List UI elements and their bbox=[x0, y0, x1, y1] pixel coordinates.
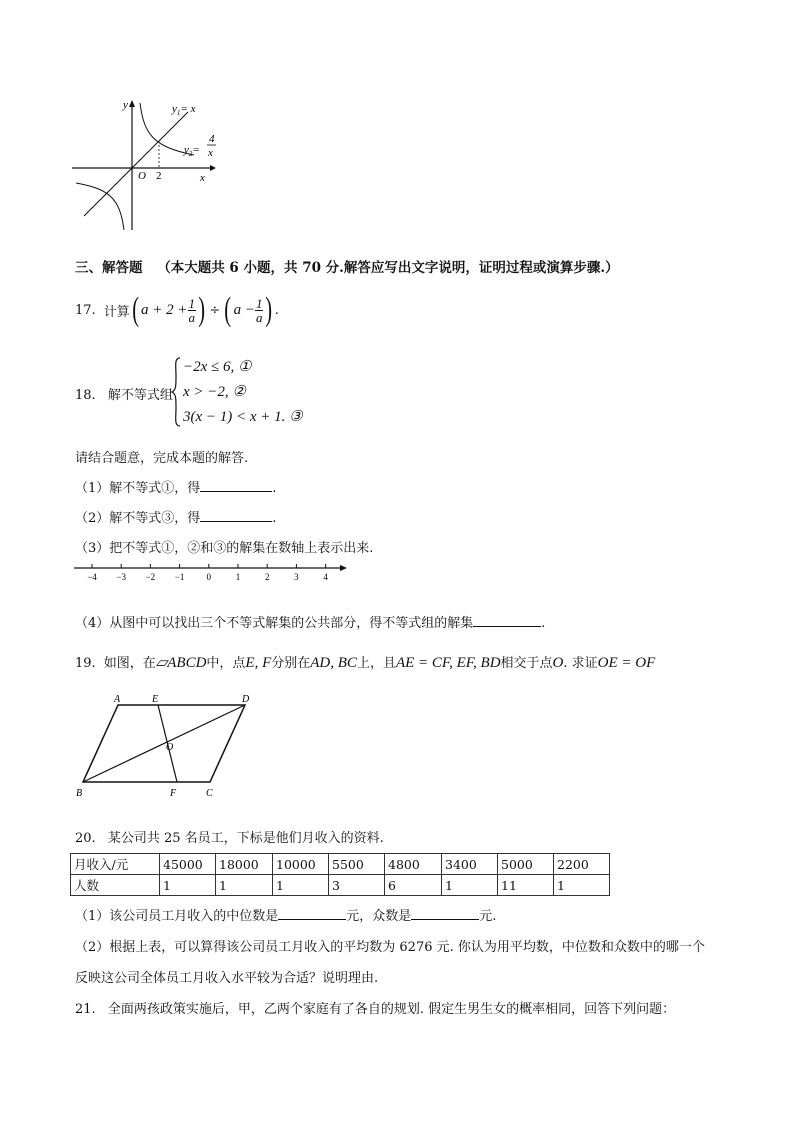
q19-text-3: 分别在 bbox=[271, 656, 311, 671]
table-cell: 1 bbox=[216, 875, 273, 896]
q17-fraction-2 bbox=[255, 297, 264, 324]
y1-expression: = x bbox=[180, 103, 196, 115]
table-cell: 月收入/元 bbox=[71, 854, 160, 875]
q17-divide: ÷ bbox=[209, 302, 221, 318]
q20-number: 20. bbox=[75, 831, 96, 846]
q17-paren-close-1: ) bbox=[198, 291, 206, 328]
y2-denominator: x bbox=[208, 147, 213, 159]
label-d: D bbox=[242, 694, 250, 705]
q18-intro: 请结合题意，完成本题的解答. bbox=[75, 451, 249, 466]
q19-parallelogram: ▱ABCD bbox=[155, 655, 207, 671]
q20-part-1c: 元. bbox=[479, 909, 497, 924]
number-line-tick-label: −4 bbox=[87, 572, 97, 582]
q19-points-ef: E, F bbox=[245, 655, 272, 671]
q17-f2-denominator: a bbox=[255, 309, 263, 325]
x-axis-label: x bbox=[200, 172, 205, 184]
question-17 bbox=[75, 290, 279, 330]
table-cell: 1 bbox=[273, 875, 329, 896]
q19-text-4: 上，且 bbox=[356, 656, 396, 671]
q19-text-1: 如图，在 bbox=[103, 656, 156, 671]
table-cell: 3400 bbox=[442, 854, 498, 875]
q20-part-1b: 元，众数是 bbox=[346, 909, 412, 924]
y1-symbol: y bbox=[172, 103, 177, 115]
table-cell: 1 bbox=[442, 875, 498, 896]
q18-line-3: 3(x − 1) < x + 1. ③ bbox=[183, 409, 303, 425]
table-cell: 5500 bbox=[329, 854, 385, 875]
q17-f2-numerator: 1 bbox=[255, 295, 263, 311]
x-axis-arrow bbox=[210, 165, 216, 171]
q19-sides: AD, BC bbox=[310, 655, 357, 671]
number-line-tick-label: 0 bbox=[206, 572, 212, 582]
svg-text:y2= bbox=[183, 144, 200, 158]
table-cell: 3 bbox=[329, 875, 385, 896]
q18-part-4-end: . bbox=[541, 616, 546, 631]
question-19 bbox=[75, 643, 655, 672]
parallelogram-figure bbox=[70, 690, 260, 800]
q19-number: 19. bbox=[75, 656, 96, 671]
label-o: O bbox=[166, 742, 174, 753]
q18-lead: 解不等式组 bbox=[107, 388, 173, 403]
q20-intro: 某公司共 25 名员工，下标是他们月收入的资料. bbox=[107, 831, 384, 846]
hyperbola-branch-2 bbox=[76, 183, 124, 230]
q17-expr-2: a − bbox=[233, 301, 255, 318]
y1-subscript: 1 bbox=[176, 109, 181, 117]
number-line-tick-label: −1 bbox=[174, 572, 185, 582]
q17-f1-numerator: 1 bbox=[188, 295, 196, 311]
q17-number: 17. bbox=[75, 302, 96, 318]
q18-number: 18. bbox=[75, 388, 96, 403]
q19-text-6: . 求证 bbox=[563, 656, 598, 671]
line-y1 bbox=[84, 112, 188, 216]
label-c: C bbox=[206, 788, 213, 799]
label-b: B bbox=[76, 788, 83, 799]
tick-2-label: 2 bbox=[156, 170, 162, 182]
table-cell: 1 bbox=[554, 875, 610, 896]
q18-part-3: （3）把不等式①，②和③的解集在数轴上表示出来. bbox=[75, 541, 374, 556]
label-e: E bbox=[152, 694, 159, 705]
q18-line-1: −2x ≤ 6, ① bbox=[183, 359, 252, 375]
table-cell: 2200 bbox=[554, 854, 610, 875]
table-cell: 10000 bbox=[273, 854, 329, 875]
q17-paren-open-2: ( bbox=[224, 291, 232, 328]
table-cell: 18000 bbox=[216, 854, 273, 875]
table-cell: 4800 bbox=[385, 854, 442, 875]
y2-subscript: 2 bbox=[188, 150, 193, 158]
number-line-tick-label: 2 bbox=[264, 572, 270, 582]
section-heading: 三、解答题 bbox=[75, 260, 143, 276]
q18-blank-2[interactable] bbox=[200, 509, 272, 522]
q20-blank-mode[interactable] bbox=[411, 907, 479, 920]
q17-lead: 计算 bbox=[103, 304, 130, 320]
y-axis-arrow bbox=[129, 100, 135, 107]
q17-end: . bbox=[274, 302, 279, 318]
number-line-tick-label: 4 bbox=[323, 572, 328, 582]
q18-part-4: （4）从图中可以找出三个不等式解集的公共部分，得不等式组的解集 bbox=[75, 616, 474, 631]
q18-line-2: x > −2, ② bbox=[183, 384, 246, 400]
segment-bd bbox=[83, 705, 245, 782]
table-cell: 45000 bbox=[160, 854, 216, 875]
y2-numerator: 4 bbox=[209, 133, 215, 145]
q17-paren-open-1: ( bbox=[131, 291, 139, 328]
table-row-count bbox=[71, 875, 610, 896]
q20-part-2b: 反映这公司全体员工月收入水平较为合适？说明理由. bbox=[75, 971, 379, 986]
q18-brace bbox=[170, 356, 182, 428]
number-line-tick-label: −3 bbox=[116, 572, 126, 582]
function-graph bbox=[70, 95, 230, 235]
table-row-income bbox=[71, 854, 610, 875]
table-cell: 11 bbox=[498, 875, 554, 896]
q20-part-2a: （2）根据上表，可以算得该公司员工月收入的平均数为 6276 元. 你认为用平均数，中位数和众数中的哪一个 bbox=[75, 940, 705, 955]
y2-symbol: y bbox=[184, 144, 189, 156]
number-line-tick-label: −2 bbox=[145, 572, 156, 582]
y-axis-label: y bbox=[123, 99, 128, 111]
q19-text-2: 中，点 bbox=[206, 656, 246, 671]
q18-blank-1[interactable] bbox=[200, 479, 272, 492]
q21-number: 21. bbox=[75, 1002, 96, 1017]
label-f: F bbox=[170, 788, 177, 799]
svg-text:y1= x bbox=[171, 103, 196, 117]
q19-point-o: O bbox=[552, 655, 564, 671]
q20-part-1a: （1）该公司员工月收入的中位数是 bbox=[75, 909, 279, 924]
q17-fraction-1 bbox=[188, 297, 197, 324]
q18-blank-4[interactable] bbox=[473, 614, 541, 627]
number-line-tick-label: 1 bbox=[235, 572, 241, 582]
number-line-tick-label: 3 bbox=[294, 572, 299, 582]
q17-paren-close-2: ) bbox=[265, 291, 273, 328]
label-a: A bbox=[114, 694, 121, 705]
table-cell: 1 bbox=[160, 875, 216, 896]
q19-goal: OE = OF bbox=[597, 655, 656, 671]
section-note: （本大题共 6 小题，共 70 分.解答应写出文字说明，证明过程或演算步骤.） bbox=[157, 260, 619, 276]
q17-f1-denominator: a bbox=[188, 309, 196, 325]
income-table bbox=[70, 853, 610, 896]
number-line bbox=[74, 560, 354, 590]
q19-condition: AE = CF, EF, BD bbox=[395, 655, 501, 671]
table-cell: 6 bbox=[385, 875, 442, 896]
q19-text-5: 相交于点 bbox=[500, 656, 553, 671]
q17-expr-1: a + 2 + bbox=[141, 301, 188, 318]
q18-part-1: （1）解不等式①，得 bbox=[75, 481, 201, 496]
y2-equals: = bbox=[192, 144, 200, 156]
table-cell: 人数 bbox=[71, 875, 160, 896]
origin-label: O bbox=[138, 170, 146, 182]
q18-part-2: （2）解不等式③，得 bbox=[75, 511, 201, 526]
q20-blank-median[interactable] bbox=[278, 907, 346, 920]
table-cell: 5000 bbox=[498, 854, 554, 875]
q21-text: 全面两孩政策实施后，甲，乙两个家庭有了各自的规划. 假定生男生女的概率相同，回答下列问题： bbox=[107, 1002, 676, 1017]
